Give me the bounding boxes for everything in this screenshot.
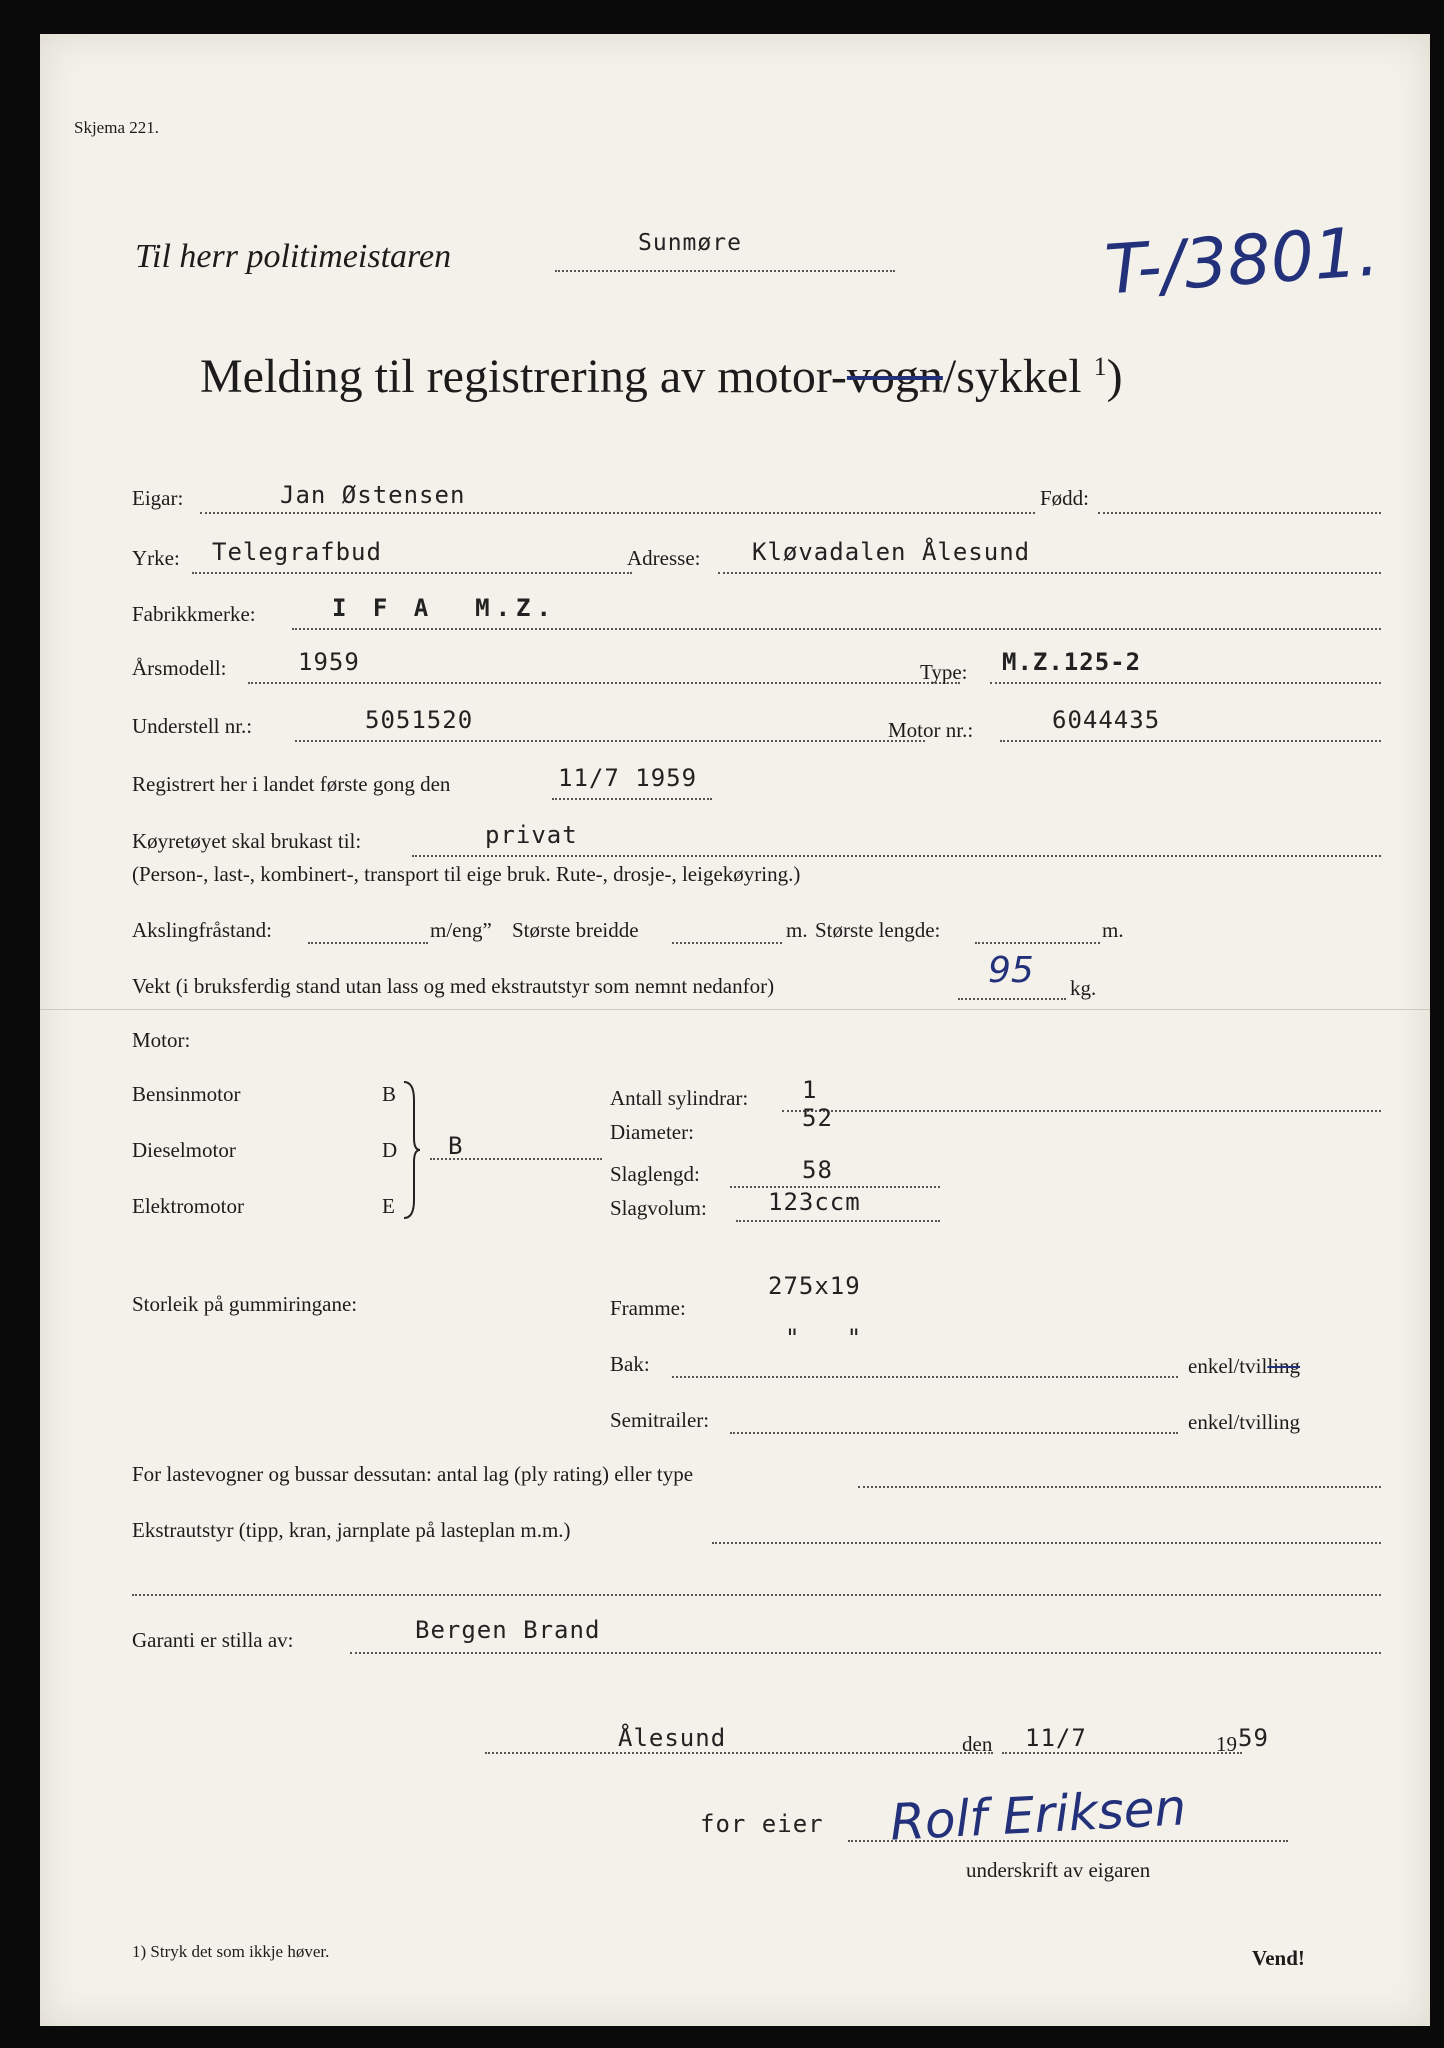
- registration-number-handwritten: T-/3801.: [1102, 212, 1382, 311]
- fabrikkmerke-label: Fabrikkmerke:: [132, 602, 256, 626]
- form-paper: [40, 34, 1430, 2026]
- registrert-line: [552, 798, 712, 800]
- type-value: M.Z.125-2: [1002, 648, 1142, 676]
- fabrikkmerke-value: I F A M.Z.: [332, 594, 557, 622]
- title-footnote-mark: 1: [1093, 352, 1107, 381]
- date-line: [1002, 1752, 1242, 1754]
- yrke-label: Yrke:: [132, 546, 180, 570]
- framme-value: 275x19: [768, 1272, 861, 1300]
- yrke-line: [192, 572, 632, 574]
- fodd-line: [1098, 512, 1381, 514]
- lengde-label: Største lengde:: [815, 918, 941, 942]
- lengde-line: [975, 942, 1100, 944]
- title-part-b: /sykkel: [942, 350, 1082, 403]
- year-prefix: 19: [1216, 1732, 1237, 1756]
- footnote: 1) Stryk det som ikkje høver.: [132, 1942, 330, 1961]
- registrert-label: Registrert her i landet første gong den: [132, 772, 451, 796]
- semitrailer-option: enkel/tvilling: [1188, 1410, 1300, 1434]
- diameter-label: Diameter:: [610, 1120, 694, 1144]
- form-title: [200, 349, 1123, 404]
- vekt-label: Vekt (i bruksferdig stand utan lass og med ekstrautstyr som nemnt nedanfor): [132, 974, 775, 998]
- paper-fold-line: [40, 1009, 1430, 1010]
- motor-type-brace: [400, 1080, 422, 1220]
- eigar-label: Eigar:: [132, 486, 184, 510]
- dieselmotor-code: D: [382, 1138, 398, 1162]
- vekt-value: 95: [988, 950, 1034, 991]
- lastevogner-label: For lastevogner og bussar dessutan: antal lag (ply rating) eller type: [132, 1462, 694, 1486]
- m-lengde-label: m.: [1102, 918, 1124, 942]
- m-breidde-label: m.: [786, 918, 808, 942]
- type-line: [990, 682, 1381, 684]
- garanti-value: Bergen Brand: [415, 1616, 601, 1644]
- slaglengd-value: 58: [802, 1156, 833, 1184]
- adresse-label: Adresse:: [627, 546, 701, 570]
- breidde-line: [672, 942, 782, 944]
- semitrailer-label: Semitrailer:: [610, 1408, 710, 1432]
- slaglengd-label: Slaglengd:: [610, 1162, 700, 1186]
- arsmodell-value: 1959: [298, 648, 360, 676]
- adresse-value: Kløvadalen Ålesund: [752, 538, 1031, 566]
- addressee-label: Til herr politimeistaren: [135, 238, 452, 275]
- bruk-note: (Person-, last-, kombinert-, transport til eige bruk. Rute-, drosje-, leigekøyring.): [132, 862, 801, 886]
- dieselmotor-label: Dieselmotor: [132, 1138, 236, 1162]
- title-part-a: Melding til registrering av motor-: [200, 350, 847, 403]
- for-eier: for eier: [700, 1810, 824, 1838]
- elektromotor-code: E: [382, 1194, 395, 1218]
- understell-value: 5051520: [365, 706, 474, 734]
- yrke-value: Telegrafbud: [212, 538, 382, 566]
- sylindrar-value: 1: [802, 1076, 818, 1104]
- storleik-label: Storleik på gummiringane:: [132, 1292, 358, 1316]
- aksling-line: [308, 942, 428, 944]
- slagvolum-label: Slagvolum:: [610, 1196, 707, 1220]
- framme-label: Framme:: [610, 1296, 686, 1320]
- place-line: [485, 1752, 993, 1754]
- ekstrautstyr-line-2: [132, 1594, 1381, 1596]
- year-value: 59: [1238, 1724, 1269, 1752]
- ekstrautstyr-line: [712, 1542, 1381, 1544]
- schema-number: Skjema 221.: [74, 118, 159, 137]
- bruk-value: privat: [485, 821, 578, 849]
- bak-line: [672, 1376, 1178, 1378]
- title-struck-word: vogn: [846, 350, 943, 403]
- underskrift-label: underskrift av eigaren: [966, 1858, 1151, 1882]
- den-label: den: [962, 1732, 993, 1756]
- arsmodell-line: [248, 682, 960, 684]
- title-close-paren: ): [1106, 350, 1123, 403]
- semitrailer-line: [730, 1432, 1178, 1434]
- place-value: Ålesund: [618, 1724, 727, 1752]
- motor-label: Motor:: [132, 1028, 191, 1052]
- motor-nr-line: [1000, 740, 1381, 742]
- garanti-line: [350, 1652, 1381, 1654]
- addressee-line: [555, 270, 895, 272]
- bak-option-enkel: enkel/tvil: [1188, 1354, 1268, 1378]
- bak-label: Bak:: [610, 1352, 650, 1376]
- vend-label: Vend!: [1252, 1946, 1305, 1970]
- motor-nr-label: Motor nr.:: [888, 718, 974, 742]
- meng-label: m/eng”: [430, 918, 492, 942]
- bruk-label: Køyretøyet skal brukast til:: [132, 829, 362, 853]
- understell-line: [295, 740, 925, 742]
- motor-nr-value: 6044435: [1052, 706, 1161, 734]
- vekt-line: [958, 998, 1066, 1000]
- elektromotor-label: Elektromotor: [132, 1194, 244, 1218]
- kg-label: kg.: [1070, 976, 1097, 1000]
- registrert-value: 11/7 1959: [558, 764, 698, 792]
- bensinmotor-code: B: [382, 1082, 397, 1106]
- motor-type-value: B: [448, 1132, 464, 1160]
- ekstrautstyr-label: Ekstrautstyr (tipp, kran, jarnplate på lasteplan m.m.): [132, 1518, 571, 1542]
- bensinmotor-label: Bensinmotor: [132, 1082, 241, 1106]
- sylindrar-line: [782, 1110, 1381, 1112]
- understell-label: Understell nr.:: [132, 714, 253, 738]
- breidde-label: Største breidde: [512, 918, 639, 942]
- lastevogner-line: [858, 1486, 1381, 1488]
- sylindrar-label: Antall sylindrar:: [610, 1086, 749, 1110]
- adresse-line: [718, 572, 1381, 574]
- garanti-label: Garanti er stilla av:: [132, 1628, 294, 1652]
- slagvolum-line: [736, 1220, 940, 1222]
- addressee-value: Sunmøre: [638, 230, 742, 256]
- date-value: 11/7: [1025, 1724, 1087, 1752]
- bak-option-struck: ling: [1267, 1354, 1300, 1378]
- eigar-value: Jan Østensen: [280, 481, 466, 509]
- aksling-label: Akslingfråstand:: [132, 918, 272, 942]
- bruk-line: [412, 855, 1381, 857]
- slagvolum-value: 123ccm: [768, 1188, 861, 1216]
- bak-value: " ": [785, 1324, 863, 1352]
- owner-signature: Rolf Eriksen: [888, 1778, 1188, 1852]
- type-label: Type:: [920, 660, 968, 684]
- arsmodell-label: Årsmodell:: [132, 656, 227, 680]
- bak-option: [1188, 1354, 1300, 1379]
- fodd-label: Fødd:: [1040, 486, 1090, 510]
- fabrikkmerke-line: [292, 628, 1381, 630]
- eigar-line: [200, 512, 1035, 514]
- diameter-value: 52: [802, 1104, 833, 1132]
